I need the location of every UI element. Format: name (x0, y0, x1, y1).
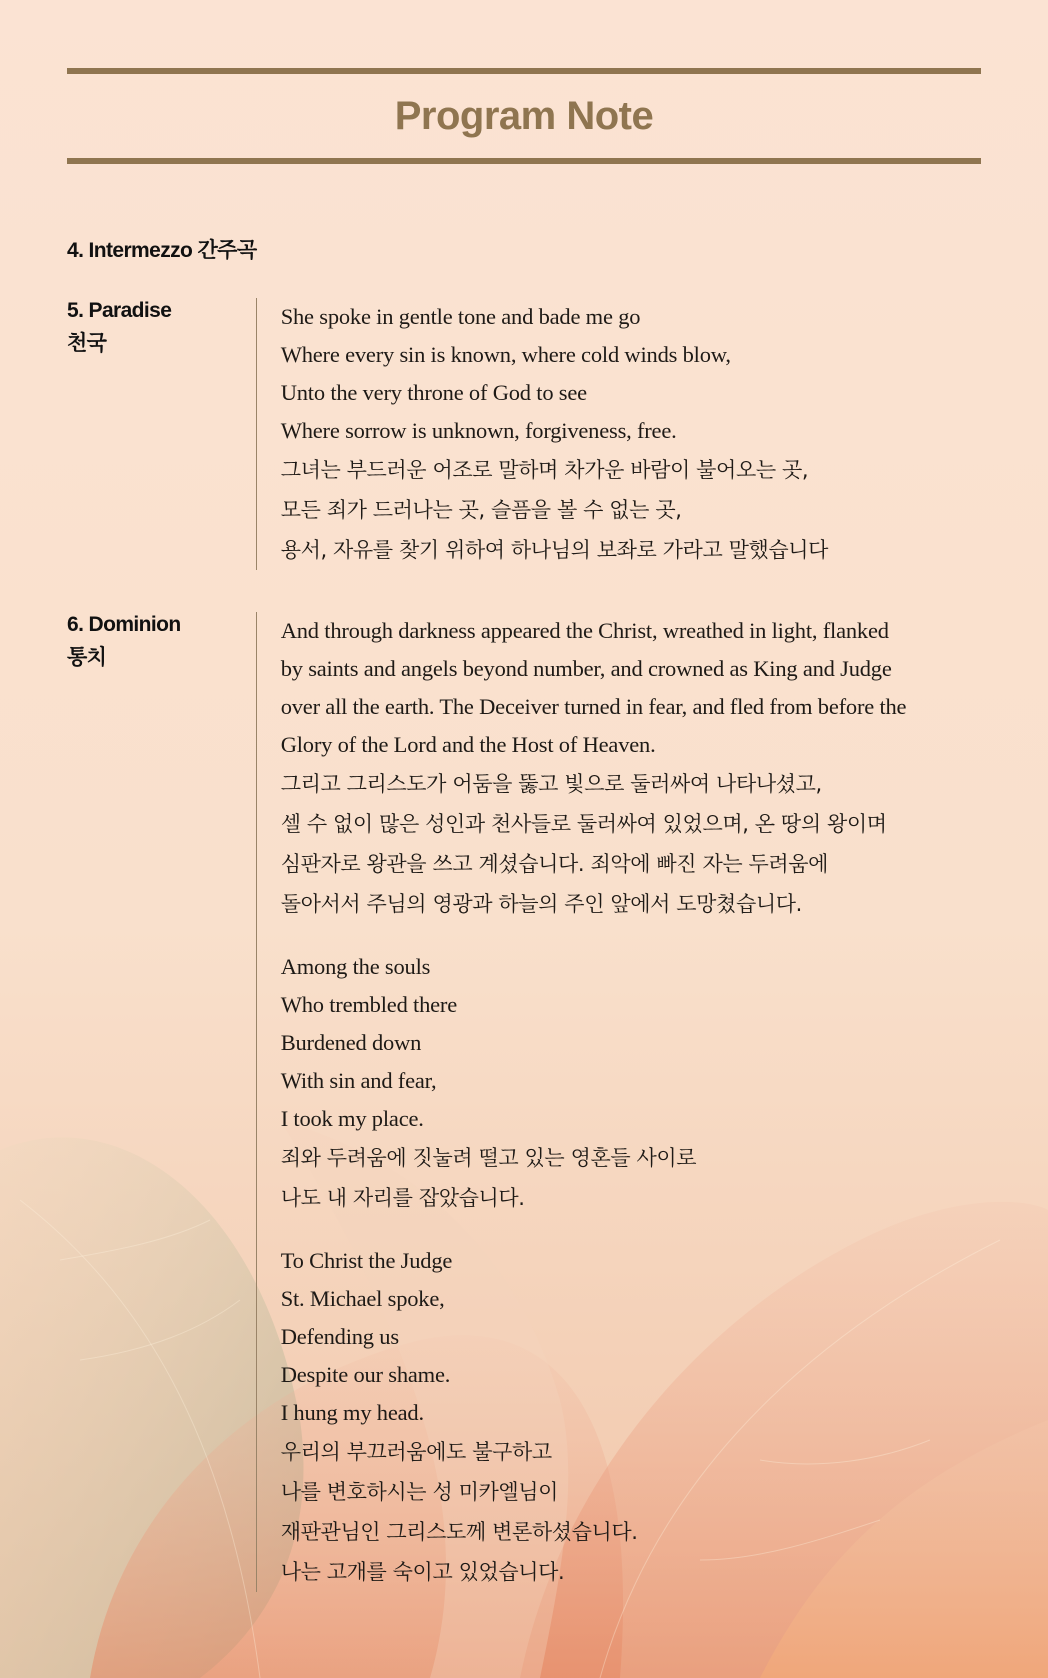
stanza (281, 948, 981, 1218)
program-note-page (67, 0, 981, 1592)
section-intermezzo-heading: 4. Intermezzo 간주곡 (67, 239, 257, 262)
stanza (281, 1242, 981, 1592)
section-title: 5. Paradise (67, 299, 172, 322)
lyric-line-korean: 심판자로 왕관을 쓰고 계셨습니다. 죄악에 빠진 자는 두려움에 (280, 852, 829, 876)
lyric-line: I hung my head. (280, 1400, 424, 1425)
lyric-line: Unto the very throne of God to see (280, 380, 587, 405)
lyric-line: Despite our shame. (280, 1362, 451, 1387)
stanza (281, 298, 981, 570)
section-title: 6. Dominion (67, 613, 181, 636)
stanza (281, 612, 981, 924)
section-lyrics (256, 298, 981, 570)
lyric-line-korean: 돌아서서 주님의 영광과 하늘의 주인 앞에서 도망쳤습니다. (280, 892, 802, 916)
lyric-line: St. Michael spoke, (280, 1286, 445, 1311)
section-lyrics (256, 612, 981, 1592)
lyric-line: Defending us (280, 1324, 399, 1349)
title-bottom-rule (67, 158, 981, 164)
section-title-korean: 천국 (67, 332, 107, 355)
section-paradise (67, 298, 981, 570)
page-title: Program Note (394, 94, 654, 138)
lyric-line: Where every sin is known, where cold winds blow, (280, 342, 731, 367)
lyric-line: by saints and angels beyond number, and crowned as King and Judge (280, 656, 892, 681)
lyric-line: I took my place. (280, 1106, 424, 1131)
section-label (67, 294, 256, 570)
lyric-line: Who trembled there (280, 992, 458, 1017)
section-label (67, 608, 256, 1592)
lyric-line-korean: 그리고 그리스도가 어둠을 뚫고 빛으로 둘러싸여 나타나셨고, (280, 772, 822, 796)
lyric-line-korean: 셀 수 없이 많은 성인과 천사들로 둘러싸여 있었으며, 온 땅의 왕이며 (280, 812, 887, 836)
lyric-line-korean: 재판관님인 그리스도께 변론하셨습니다. (280, 1520, 638, 1544)
lyric-line-korean: 용서, 자유를 찾기 위하여 하나님의 보좌로 가라고 말했습니다 (280, 538, 829, 562)
lyric-line-korean: 그녀는 부드러운 어조로 말하며 차가운 바람이 불어오는 곳, (280, 458, 809, 482)
lyric-line: over all the earth. The Deceiver turned in fear, and fled from before the (280, 694, 907, 719)
lyric-line: Burdened down (280, 1030, 422, 1055)
lyric-line: Among the souls (280, 954, 431, 979)
section-title-korean: 통치 (67, 646, 107, 669)
lyric-line-korean: 나를 변호하시는 성 미카엘님이 (280, 1480, 559, 1504)
lyric-line-korean: 나도 내 자리를 잡았습니다. (280, 1186, 525, 1210)
lyric-line-korean: 우리의 부끄러움에도 불구하고 (280, 1440, 552, 1464)
section-dominion (67, 612, 981, 1592)
lyric-line: To Christ the Judge (280, 1248, 453, 1273)
lyric-line-korean: 나는 고개를 숙이고 있었습니다. (280, 1560, 565, 1584)
lyric-line: She spoke in gentle tone and bade me go (280, 304, 641, 329)
lyric-line-korean: 죄와 두려움에 짓눌려 떨고 있는 영혼들 사이로 (280, 1146, 697, 1170)
lyric-line: Where sorrow is unknown, forgiveness, free. (280, 418, 677, 443)
lyric-line: Glory of the Lord and the Host of Heaven. (280, 732, 656, 757)
lyric-line: With sin and fear, (280, 1068, 437, 1093)
lyric-line-korean: 모든 죄가 드러나는 곳, 슬픔을 볼 수 없는 곳, (280, 498, 682, 522)
lyric-line: And through darkness appeared the Christ, wreathed in light, flanked (280, 618, 889, 643)
